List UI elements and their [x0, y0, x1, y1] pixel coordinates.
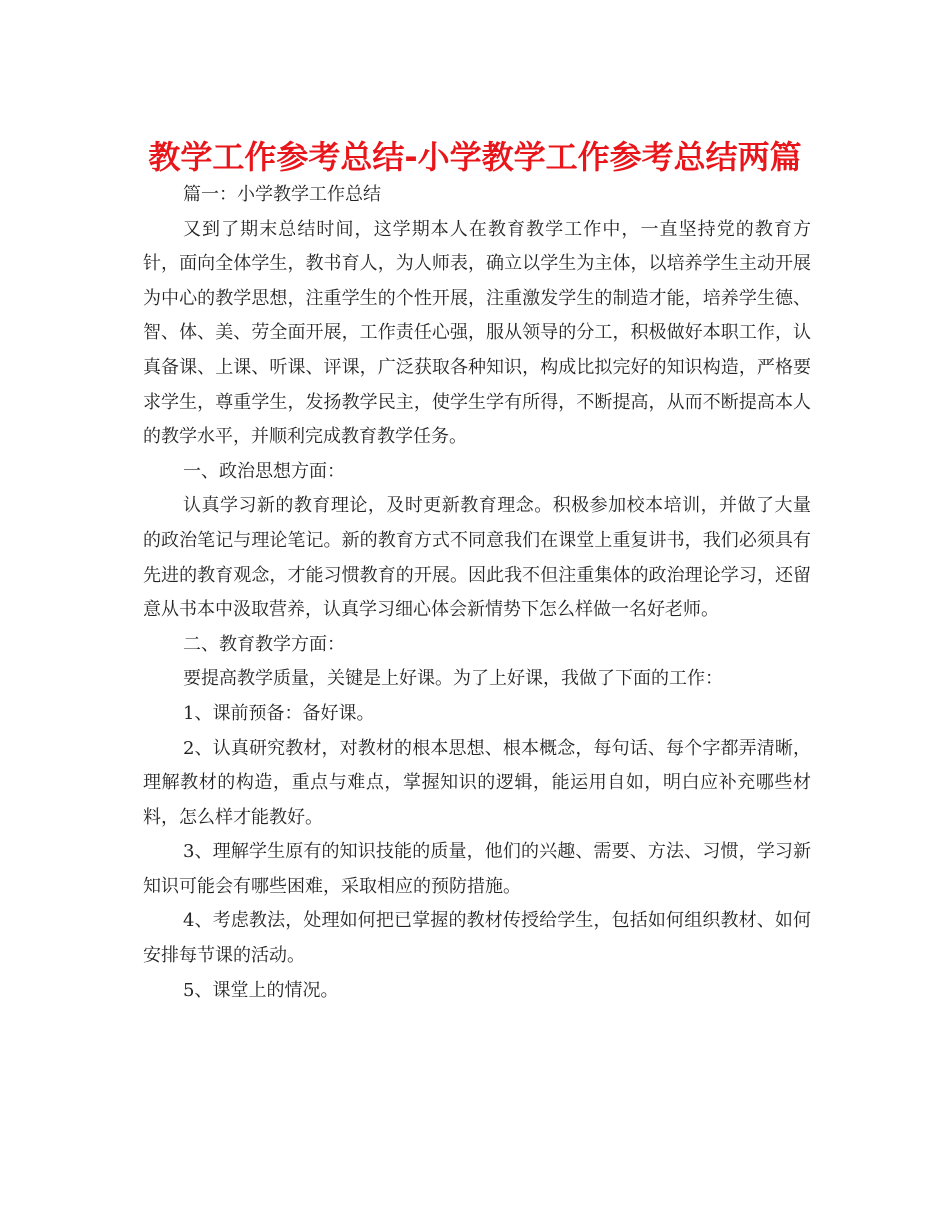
- paragraph-item-1: 1、课前预备：备好课。: [183, 702, 375, 724]
- document-body: [143, 178, 811, 1008]
- paragraph-politics: 认真学习新的教育理论，及时更新教育理念。积极参加校本培训，并做了大量的政治笔记与理论笔记。新的教育方式不同意我们在课堂上重复讲书，我们必须具有先进的教育观念，才能习惯教育的开展。因此我不但注重集体的政治理论学习，还留意从书本中汲取营养，认真学习细心体会新情势下怎么样做一名好老师。: [143, 495, 811, 621]
- paragraph-item-4: 4、考虑教法，处理如何把已掌握的教材传授给学生，包括如何组织教材、如何安排每节课的活动。: [143, 910, 811, 967]
- paragraph-item-2: 2、认真研究教材，对教材的根本思想、根本概念，每句话、每个字都弄清晰，理解教材的构造，重点与难点，掌握知识的逻辑，能运用自如，明白应补充哪些材料，怎么样才能教好。: [143, 737, 811, 828]
- paragraph-item-5: 5、课堂上的情况。: [183, 979, 339, 1001]
- paragraph-heading-teaching: 二、教育教学方面：: [183, 633, 345, 655]
- paragraph-item-3: 3、理解学生原有的知识技能的质量，他们的兴趣、需要、方法、习惯，学习新知识可能会有哪些困难，采取相应的预防措施。: [143, 841, 811, 897]
- document-title: 教学工作参考总结-小学教学工作参考总结两篇: [148, 138, 802, 176]
- paragraph-section-heading: 篇一：小学教学工作总结: [183, 184, 381, 205]
- paragraph-heading-politics: 一、政治思想方面：: [183, 460, 345, 482]
- paragraph-teaching-intro: 要提高教学质量，关键是上好课。为了上好课，我做了下面的工作：: [183, 668, 723, 690]
- paragraph-intro: 又到了期末总结时间，这学期本人在教育教学工作中，一直坚持党的教育方针，面向全体学生，教书育人，为人师表，确立以学生为主体，以培养学生主动开展为中心的教学思想，注重学生的个性开展，注重激发学生的制造才能，培养学生德、智、体、美、劳全面开展，工作责任心强，服从领导的分工，积极做好本职工作，认真备课、上课、听课、评课，广泛获取各种知识，构成比拟完好的知识构造，严格要求学生，尊重学生，发扬教学民主，使学生学有所得，不断提高，从而不断提高本人的教学水平，并顺利完成教育教学任务。: [143, 218, 811, 448]
